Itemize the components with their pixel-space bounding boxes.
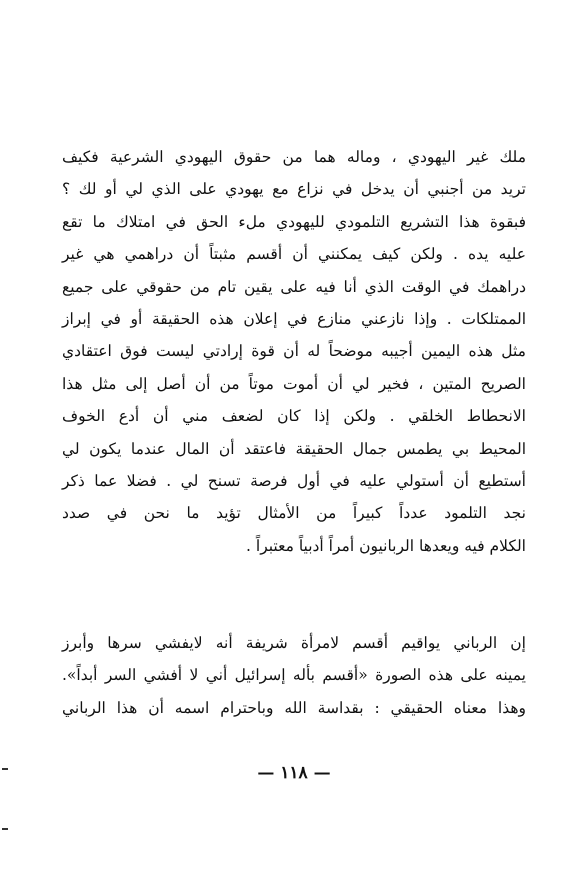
text-line: فبقوة هذا التشريع التلمودي لليهودي ملء الحق في امتلاك ما تقع (62, 212, 526, 231)
text-line: وهذا معناه الحقيقي : بقداسة الله وباحترام اسمه أن هذا الرباني (62, 698, 526, 717)
page-number: — ١١٨ — (257, 763, 331, 783)
paragraph-2 (62, 627, 526, 724)
text-line: تريد من أجنبي أن يدخل في نزاع مع يهودي على الذي لي أو لك ؟ (62, 180, 526, 199)
text-line: ملك غير اليهودي ، وماله هما من حقوق اليهودي الشرعية فكيف (62, 148, 526, 166)
scan-edge-mark (2, 768, 8, 770)
text-line: الصريح المتين ، فخير لي أن أموت موتاً من أن أصل إلى مثل هذا (62, 374, 526, 393)
text-line: إن الرباني يواقيم أقسم لامرأة شريفة أنه لايفشي سرها وأبرز (62, 634, 526, 652)
text-line: الممتلكات . وإذا نازعني منازع في إعلان هذه الحقيقة أو في إبراز (62, 309, 526, 328)
text-line: الانحطاط الخلقي . ولكن إذا كان لضعف مني أن أدع الخوف (62, 407, 526, 426)
text-line: نجد التلمود عدداً كبيراً من الأمثال تؤيد ما نحن في صدد (62, 504, 526, 523)
text-line: الكلام فيه ويعدها الربانيون أمراً أدبياً معتبراً . (246, 536, 526, 555)
text-line: دراهمك في الوقت الذي أنا فيه على يقين تام من حقوقي على جميع (62, 277, 526, 296)
paragraph-1 (62, 141, 526, 562)
text-line: عليه يده . ولكن كيف يمكنني أن أقسم مثبتاً أن دراهمي هي غير (62, 245, 526, 264)
text-line: أستطيع أن أستولي عليه في أول فرصة تسنح لي . فضلا عما ذكر (62, 471, 526, 490)
scan-edge-mark (2, 828, 8, 830)
text-line: يمينه على هذه الصورة «أقسم بأله إسرائيل أني لا أفشي السر أبداً». (62, 666, 526, 685)
text-line: المحيط بي يطمس جمال الحقيقة فاعتقد أن المال عندما يكون لي (62, 439, 526, 458)
text-line: مثل هذه اليمين أجيبه موضحاً له أن قوة إرادتي ليست فوق اعتقادي (62, 342, 526, 361)
